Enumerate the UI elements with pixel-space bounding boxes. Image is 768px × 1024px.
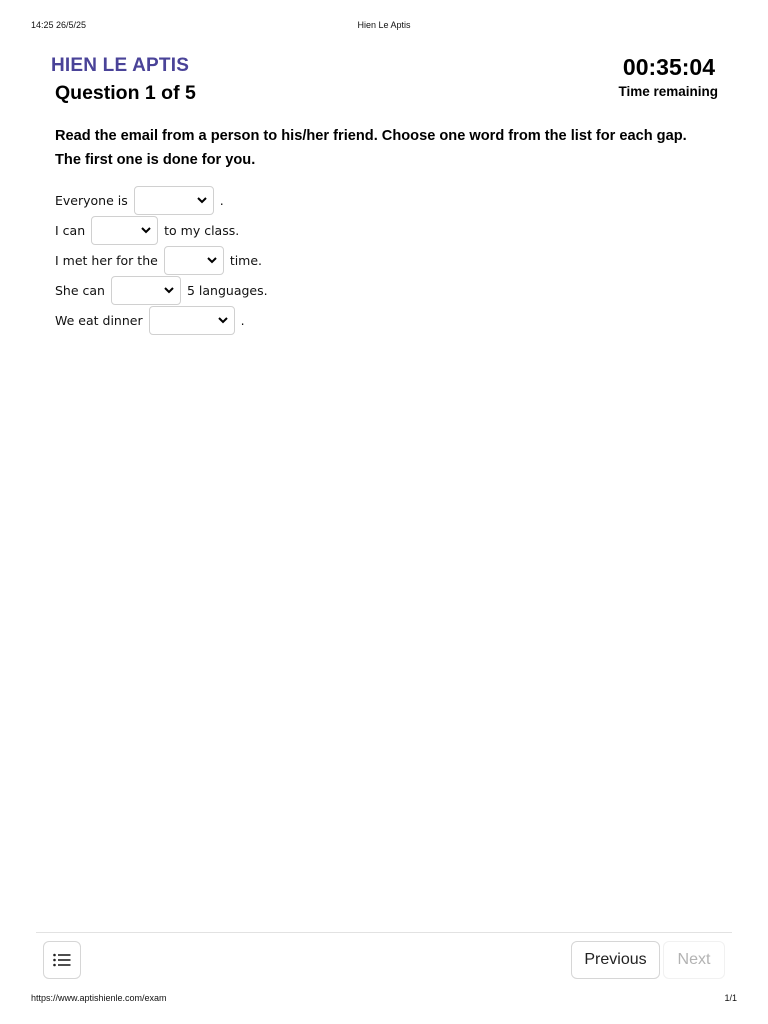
chevron-down-icon bbox=[218, 317, 228, 324]
chevron-down-icon bbox=[207, 257, 217, 264]
gap-text-after: . bbox=[219, 192, 224, 208]
list-icon bbox=[53, 953, 71, 967]
gap-line-3 bbox=[55, 245, 268, 275]
gap-text-after: time. bbox=[229, 252, 263, 268]
gap-text-before: She can bbox=[55, 282, 105, 298]
gap-select-4[interactable] bbox=[111, 276, 181, 305]
gap-select-1[interactable] bbox=[134, 186, 214, 215]
print-datetime: 14:25 26/5/25 bbox=[31, 20, 87, 30]
gap-fill-list bbox=[55, 185, 268, 335]
print-page-number: 1/1 bbox=[724, 993, 737, 1003]
gap-text-before: Everyone is bbox=[55, 192, 128, 208]
gap-select-3[interactable] bbox=[164, 246, 224, 275]
gap-select-2[interactable] bbox=[91, 216, 158, 245]
timer-label: Time remaining bbox=[618, 84, 718, 99]
question-list-button[interactable] bbox=[43, 941, 81, 979]
brand-logo-text: HIEN LE APTIS bbox=[51, 55, 190, 76]
instructions-line-2: The first one is done for you. bbox=[55, 152, 256, 168]
gap-select-5[interactable] bbox=[149, 306, 235, 335]
next-button[interactable]: Next bbox=[663, 941, 725, 979]
gap-line-2 bbox=[55, 215, 268, 245]
instructions bbox=[55, 124, 735, 172]
question-title: Question 1 of 5 bbox=[55, 82, 196, 104]
gap-text-after: to my class. bbox=[164, 222, 240, 238]
gap-text-after: 5 languages. bbox=[186, 282, 268, 298]
print-url: https://www.aptishienle.com/exam bbox=[31, 993, 167, 1003]
gap-text-before: I met her for the bbox=[55, 252, 158, 268]
gap-text-after: . bbox=[240, 312, 245, 328]
chevron-down-icon bbox=[197, 197, 207, 204]
footer-divider bbox=[36, 932, 732, 933]
gap-line-4 bbox=[55, 275, 268, 305]
gap-line-5 bbox=[55, 305, 268, 335]
chevron-down-icon bbox=[164, 287, 174, 294]
gap-text-before: I can bbox=[55, 222, 86, 238]
instructions-line-1: Read the email from a person to his/her friend. Choose one word from the list for each gap. bbox=[55, 128, 687, 144]
previous-button[interactable]: Previous bbox=[571, 941, 660, 979]
chevron-down-icon bbox=[141, 227, 151, 234]
timer: 00:35:04 bbox=[622, 54, 715, 80]
gap-line-1 bbox=[55, 185, 268, 215]
print-title: Hien Le Aptis bbox=[357, 20, 411, 30]
gap-text-before: We eat dinner bbox=[55, 312, 143, 328]
